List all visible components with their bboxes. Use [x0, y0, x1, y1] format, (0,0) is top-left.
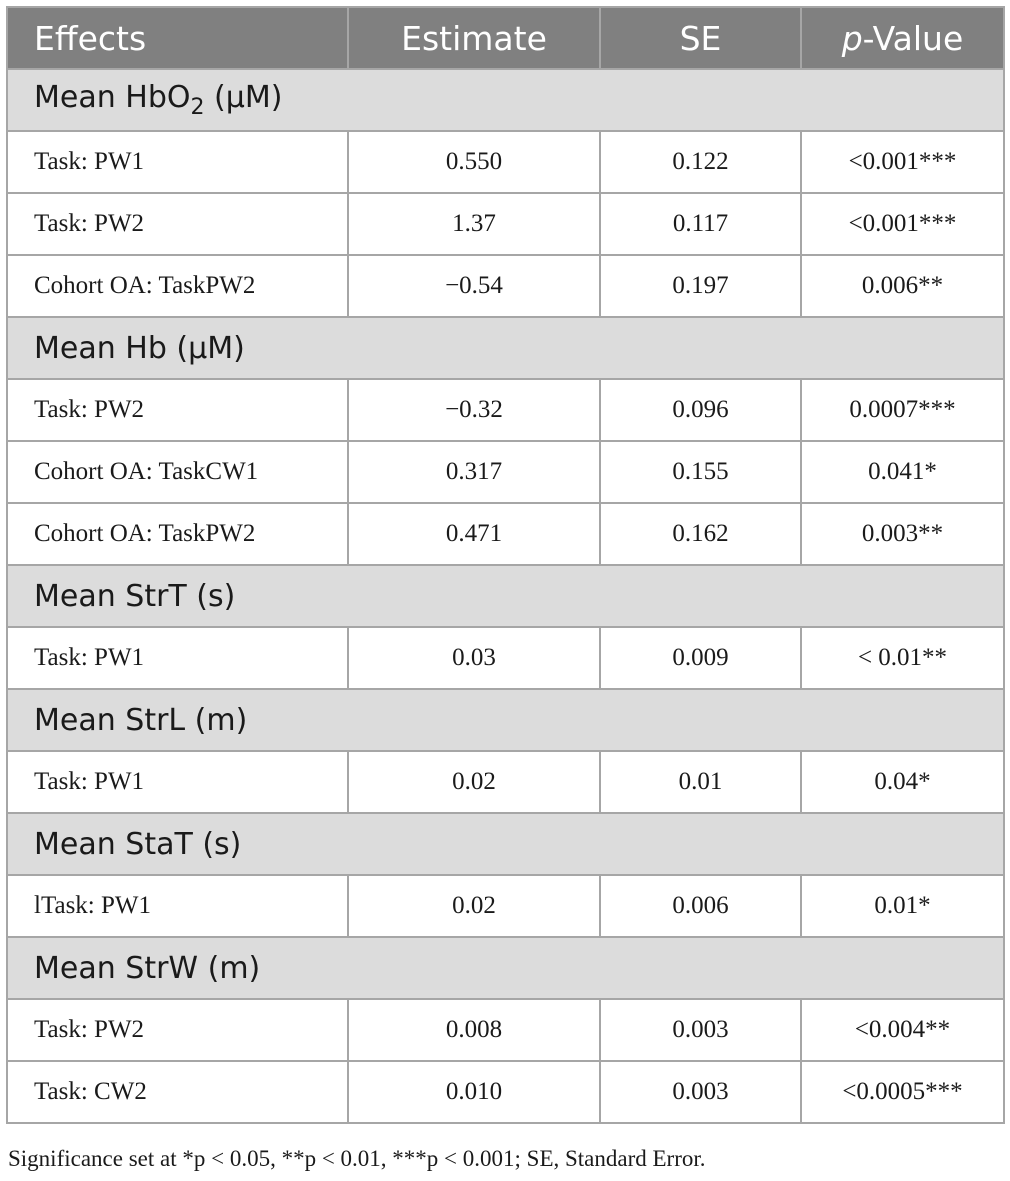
se-cell: 0.162 — [600, 503, 801, 565]
p-value-cell: 0.041* — [801, 441, 1004, 503]
p-value-cell: 0.0007*** — [801, 379, 1004, 441]
p-value-cell: 0.01* — [801, 875, 1004, 937]
se-cell: 0.096 — [600, 379, 801, 441]
p-value-cell: <0.0005*** — [801, 1061, 1004, 1123]
p-value-cell: <0.001*** — [801, 193, 1004, 255]
section-title: Mean StrW (m) — [7, 937, 1004, 999]
effect-cell: Task: CW2 — [7, 1061, 348, 1123]
effect-cell: Cohort OA: TaskPW2 — [7, 503, 348, 565]
estimate-cell: 0.02 — [348, 875, 600, 937]
se-cell: 0.117 — [600, 193, 801, 255]
effect-cell: Task: PW1 — [7, 751, 348, 813]
table-row — [7, 131, 1004, 193]
header-p-dash: - — [862, 18, 873, 58]
se-cell: 0.197 — [600, 255, 801, 317]
effect-cell: Task: PW1 — [7, 131, 348, 193]
p-value-cell: < 0.01** — [801, 627, 1004, 689]
se-cell: 0.003 — [600, 999, 801, 1061]
section-title: Mean HbO$_2$ (μM) — [7, 69, 1004, 131]
table-row — [7, 255, 1004, 317]
effect-cell: lTask: PW1 — [7, 875, 348, 937]
table-row — [7, 193, 1004, 255]
section-row-stat — [7, 813, 1004, 875]
p-value-cell: 0.04* — [801, 751, 1004, 813]
section-title: Mean StaT (s) — [7, 813, 1004, 875]
estimate-cell: 0.008 — [348, 999, 600, 1061]
estimate-cell: 0.317 — [348, 441, 600, 503]
p-value-cell: <0.001*** — [801, 131, 1004, 193]
effect-cell: Cohort OA: TaskCW1 — [7, 441, 348, 503]
table-row — [7, 1061, 1004, 1123]
estimate-cell: 0.550 — [348, 131, 600, 193]
header-p-value — [801, 7, 1004, 69]
header-row — [7, 7, 1004, 69]
se-cell: 0.155 — [600, 441, 801, 503]
se-cell: 0.006 — [600, 875, 801, 937]
table-row — [7, 379, 1004, 441]
section-row-strw — [7, 937, 1004, 999]
p-value-cell: 0.006** — [801, 255, 1004, 317]
se-cell: 0.122 — [600, 131, 801, 193]
estimate-cell: 0.471 — [348, 503, 600, 565]
effect-cell: Cohort OA: TaskPW2 — [7, 255, 348, 317]
header-p-word: Value — [872, 18, 964, 58]
effect-cell: Task: PW2 — [7, 379, 348, 441]
table-row — [7, 751, 1004, 813]
estimate-cell: −0.32 — [348, 379, 600, 441]
section-title: Mean Hb (μM) — [7, 317, 1004, 379]
estimate-cell: 0.02 — [348, 751, 600, 813]
effect-cell: Task: PW2 — [7, 999, 348, 1061]
p-value-cell: 0.003** — [801, 503, 1004, 565]
table-row — [7, 627, 1004, 689]
header-se: SE — [600, 7, 801, 69]
header-effects: Effects — [7, 7, 348, 69]
section-row-hb — [7, 317, 1004, 379]
estimate-cell: 0.03 — [348, 627, 600, 689]
estimate-cell: 0.010 — [348, 1061, 600, 1123]
table-row — [7, 441, 1004, 503]
header-p-italic: p — [841, 18, 863, 58]
section-row-hbo2 — [7, 69, 1004, 131]
se-cell: 0.009 — [600, 627, 801, 689]
section-row-strt — [7, 565, 1004, 627]
section-title: Mean StrT (s) — [7, 565, 1004, 627]
se-cell: 0.01 — [600, 751, 801, 813]
se-cell: 0.003 — [600, 1061, 801, 1123]
estimate-cell: −0.54 — [348, 255, 600, 317]
table-row — [7, 875, 1004, 937]
table-row — [7, 999, 1004, 1061]
effect-cell: Task: PW1 — [7, 627, 348, 689]
header-estimate: Estimate — [348, 7, 600, 69]
effect-cell: Task: PW2 — [7, 193, 348, 255]
estimate-cell: 1.37 — [348, 193, 600, 255]
section-title: Mean StrL (m) — [7, 689, 1004, 751]
table-row — [7, 503, 1004, 565]
results-table — [6, 6, 1005, 1124]
p-value-cell: <0.004** — [801, 999, 1004, 1061]
table-footnote: Significance set at *p < 0.05, **p < 0.01, ***p < 0.001; SE, Standard Error. — [8, 1146, 706, 1171]
section-row-strl — [7, 689, 1004, 751]
